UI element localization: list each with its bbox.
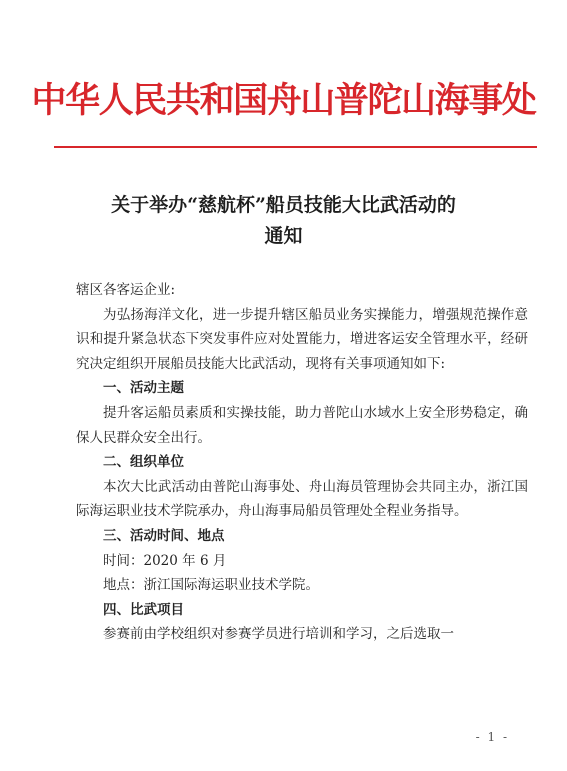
section-2-text: 本次大比武活动由普陀山海事处、舟山海员管理协会共同主办，浙江国际海运职业技术学院承办，舟山海事局船员管理处全程业务指导。: [76, 478, 528, 520]
section-4-text: 参赛前由学校组织对参赛学员进行培训和学习，之后选取一: [103, 626, 454, 643]
section-1-text: 提升客运船员素质和实操技能，助力普陀山水域水上安全形势稳定，确保人民群众安全出行。: [76, 404, 528, 446]
section-3-heading: 三、活动时间、地点: [103, 527, 225, 544]
notice-title-line-2: 通知: [264, 225, 303, 247]
page-number: - 1 -: [475, 730, 509, 744]
section-2-heading: 二、组织单位: [103, 454, 184, 471]
event-time: 时间：2020 年 6 月: [103, 552, 227, 569]
section-1-heading: 一、活动主题: [103, 380, 184, 397]
red-header-rule: [54, 146, 537, 148]
notice-title-line-1: 关于举办“慈航杯”船员技能大比武活动的: [111, 194, 456, 216]
salutation: 辖区各客运企业:: [76, 282, 176, 298]
issuing-authority-header: 中华人民共和国舟山普陀山海事处: [31, 80, 536, 121]
section-4-heading: 四、比武项目: [103, 601, 184, 618]
notice-title: [48, 190, 519, 252]
notice-body: [76, 278, 528, 647]
intro-paragraph: 为弘扬海洋文化，进一步提升辖区船员业务实操能力，增强规范操作意识和提升紧急状态下突发事件应对处置能力，增进客运安全管理水平，经研究决定组织开展船员技能大比武活动，现将有关事项通知如下:: [76, 306, 528, 372]
event-place: 地点：浙江国际海运职业技术学院。: [103, 577, 319, 594]
